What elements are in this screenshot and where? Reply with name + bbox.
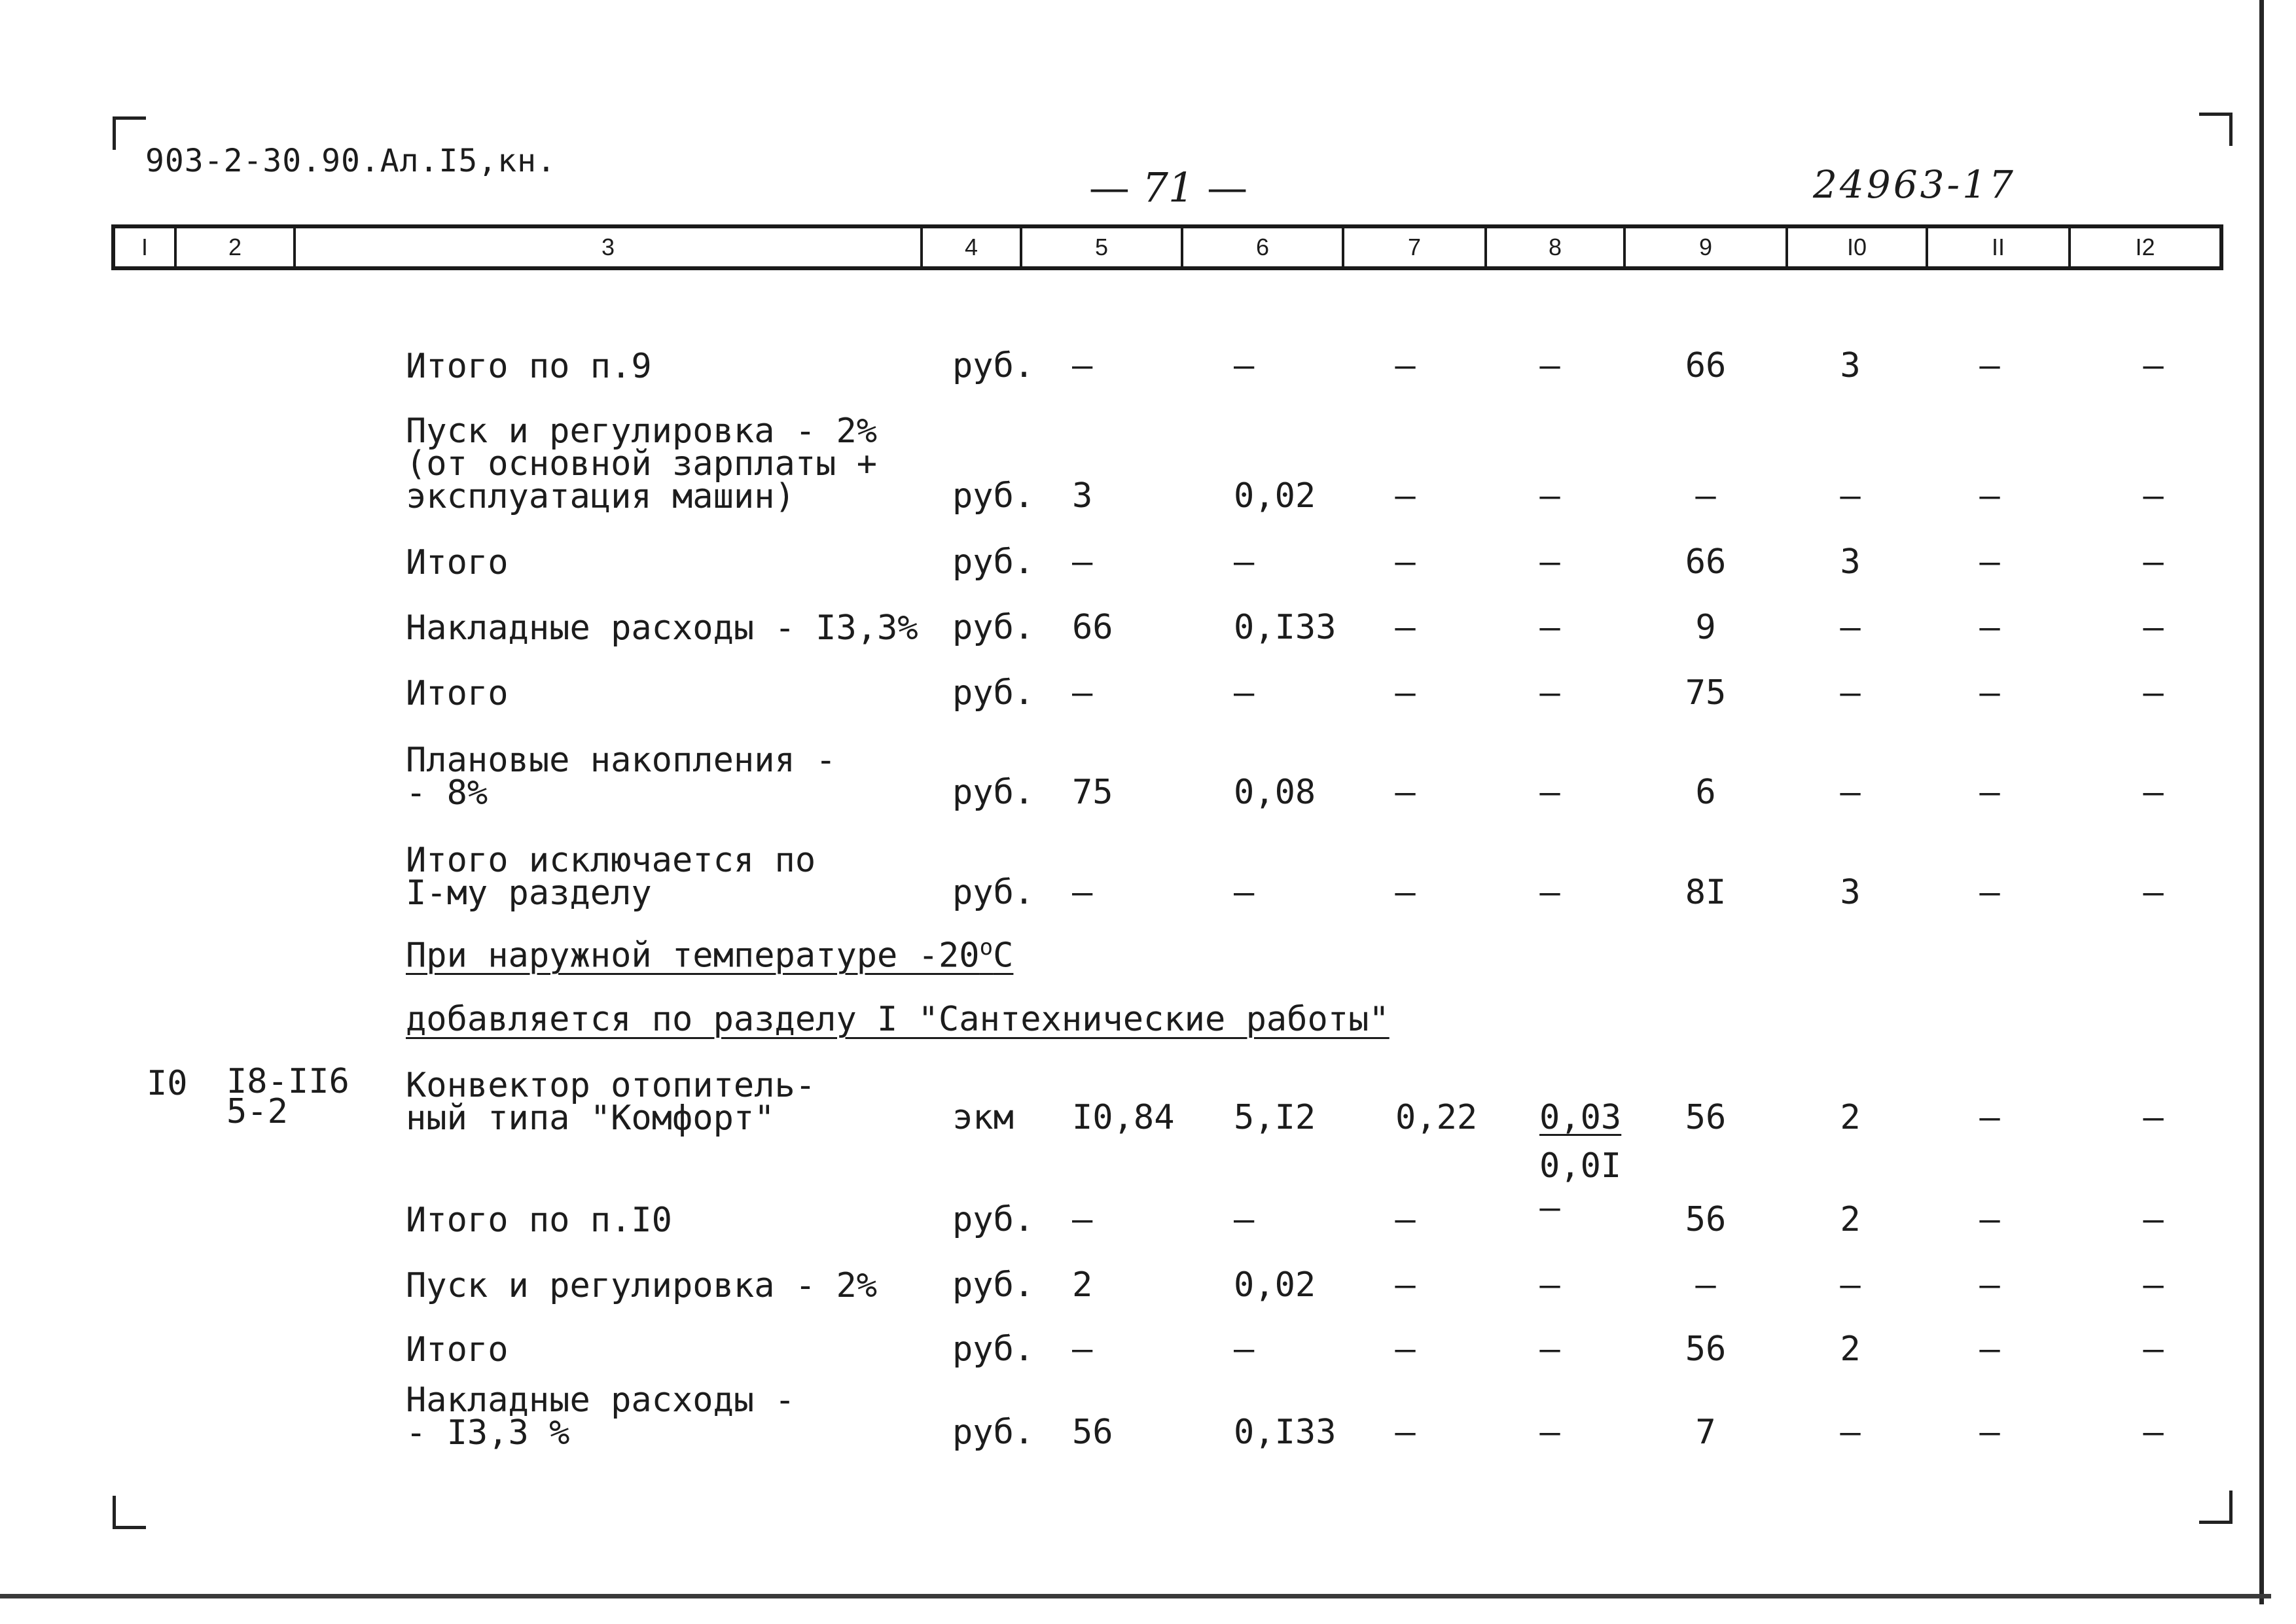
table-row	[0, 671, 2225, 713]
row-col6: –	[1234, 542, 1255, 582]
row-col10: 3	[1840, 542, 1861, 582]
row-description: Итого	[406, 543, 509, 582]
row-col6: 0,I33	[1234, 608, 1336, 647]
row-col8: –	[1539, 476, 1560, 516]
table-row	[0, 1263, 2225, 1305]
row-col11: –	[1979, 608, 2000, 647]
table-row	[0, 1062, 2225, 1186]
column-header-3: 3	[296, 228, 923, 266]
row-unit: руб.	[952, 476, 1035, 516]
row-col12: –	[2143, 476, 2164, 516]
row-col8: –	[1539, 1413, 1560, 1452]
row-col10: 2	[1840, 1098, 1861, 1137]
row-rate-code: I8-II6 5-2	[226, 1062, 350, 1131]
row-col11: –	[1979, 1330, 2000, 1369]
row-col5: –	[1072, 1200, 1093, 1239]
row-col10: –	[1840, 773, 1861, 812]
row-col7: –	[1395, 542, 1416, 582]
row-col9: 56	[1685, 1330, 1727, 1369]
column-header-8: 8	[1487, 228, 1626, 266]
row-col9: 75	[1685, 673, 1727, 713]
table-row	[0, 1377, 2225, 1453]
registration-number: 24963-17	[1813, 162, 2016, 207]
row-unit: руб.	[952, 346, 1035, 385]
row-col5: –	[1072, 1330, 1093, 1369]
row-col11: –	[1979, 1265, 2000, 1305]
row-unit: руб.	[952, 1265, 1035, 1305]
row-col9: 66	[1685, 542, 1727, 582]
corner-mark-bottom-left	[113, 1496, 146, 1529]
row-col10: –	[1840, 1265, 1861, 1305]
row-col6: –	[1234, 673, 1255, 713]
row-col7: –	[1395, 346, 1416, 385]
row-description: Итого	[406, 1330, 509, 1369]
row-description: Плановые накопления - - 8%	[406, 741, 836, 813]
row-col5: 2	[1072, 1265, 1093, 1305]
row-unit: руб.	[952, 873, 1035, 912]
row-col6: 0,02	[1234, 476, 1316, 516]
row-col6: –	[1234, 1200, 1255, 1239]
page-number-dash-left: —	[1088, 164, 1130, 211]
page-number	[1073, 164, 1263, 211]
row-col9: –	[1695, 476, 1716, 516]
row-col12: –	[2143, 542, 2164, 582]
column-header-1: I	[115, 228, 177, 266]
row-col8: –	[1539, 1330, 1560, 1369]
row-col10: 2	[1840, 1330, 1861, 1369]
row-unit: руб.	[952, 608, 1035, 647]
document-code: 903-2-30.90.Ал.I5,кн.	[145, 143, 556, 179]
section-heading-line-2: добавляется по разделу I "Сантехнические работы"	[406, 1000, 1390, 1039]
row-col6: –	[1234, 1330, 1255, 1369]
row-unit: экм	[952, 1098, 1014, 1137]
row-col12: –	[2143, 673, 2164, 713]
table-row	[0, 836, 2225, 913]
row-col10: 3	[1840, 346, 1861, 385]
table-row	[0, 406, 2225, 516]
row-col7: –	[1395, 1413, 1416, 1452]
row-col10: –	[1840, 1413, 1861, 1452]
row-col7: 0,22	[1395, 1098, 1478, 1137]
column-header-11: II	[1928, 228, 2071, 266]
row-description: Итого по п.9	[406, 347, 652, 386]
row-col6: –	[1234, 873, 1255, 912]
row-col11: –	[1979, 346, 2000, 385]
row-col11: –	[1979, 673, 2000, 713]
row-col12: –	[2143, 1265, 2164, 1305]
row-col11: –	[1979, 476, 2000, 516]
column-header-12: I2	[2135, 234, 2155, 260]
table-row	[0, 1327, 2225, 1369]
row-col6: 0,I33	[1234, 1413, 1336, 1452]
row-col8: –	[1539, 608, 1560, 647]
row-col5: –	[1072, 673, 1093, 713]
column-header-2: 2	[177, 228, 296, 266]
column-header-9: 9	[1626, 228, 1788, 266]
row-col7: –	[1395, 608, 1416, 647]
row-col11: –	[1979, 873, 2000, 912]
row-col12: –	[2143, 873, 2164, 912]
column-header-5: 5	[1022, 228, 1183, 266]
row-col8: –	[1539, 1265, 1560, 1305]
row-col5: 75	[1072, 773, 1113, 812]
row-col12: –	[2143, 346, 2164, 385]
row-col8: –	[1539, 542, 1560, 582]
row-col5: 66	[1072, 608, 1113, 647]
row-unit: руб.	[952, 1330, 1035, 1369]
row-col12: –	[2143, 1200, 2164, 1239]
row-description: Итого	[406, 674, 509, 713]
row-col11: –	[1979, 1413, 2000, 1452]
column-header-strip	[111, 224, 2223, 270]
row-col12: –	[2143, 608, 2164, 647]
table-row	[0, 736, 2225, 813]
row-col8: –	[1539, 673, 1560, 713]
row-col8-secondary: 0,0I	[1539, 1146, 1622, 1186]
page-number-value: 71	[1142, 164, 1194, 211]
column-header-7: 7	[1344, 228, 1487, 266]
table-row	[0, 1188, 2225, 1240]
column-header-4: 4	[923, 228, 1022, 266]
table-row	[0, 344, 2225, 386]
row-col9: 66	[1685, 346, 1727, 385]
row-col12: –	[2143, 1413, 2164, 1452]
section-heading-line-1	[406, 934, 1013, 975]
row-col11: –	[1979, 542, 2000, 582]
column-header-10: I0	[1788, 228, 1928, 266]
row-col10: –	[1840, 608, 1861, 647]
row-col8: –	[1539, 873, 1560, 912]
row-unit: руб.	[952, 1413, 1035, 1452]
row-unit: руб.	[952, 673, 1035, 713]
row-col5: –	[1072, 346, 1093, 385]
row-col9: 56	[1685, 1098, 1727, 1137]
row-col6: –	[1234, 346, 1255, 385]
row-unit: руб.	[952, 1200, 1035, 1239]
row-col7: –	[1395, 873, 1416, 912]
row-col5: 56	[1072, 1413, 1113, 1452]
table-row	[0, 540, 2225, 582]
row-col10: 3	[1840, 873, 1861, 912]
corner-mark-top-left	[113, 116, 146, 150]
row-description: Итого исключается по I-му разделу	[406, 841, 816, 913]
row-col5: –	[1072, 542, 1093, 582]
row-col10: 2	[1840, 1200, 1861, 1239]
page-number-dash-right: —	[1207, 164, 1248, 211]
row-unit: руб.	[952, 542, 1035, 582]
row-col5: –	[1072, 873, 1093, 912]
row-col11: –	[1979, 1200, 2000, 1239]
row-col9: 6	[1695, 773, 1716, 812]
row-description: Накладные расходы - - I3,3 %	[406, 1381, 795, 1453]
row-col8: –	[1539, 773, 1560, 812]
row-col6: 5,I2	[1234, 1098, 1316, 1137]
row-description: Пуск и регулировка - 2% (от основной зарплаты + эксплуатация машин)	[406, 412, 878, 516]
row-col7: –	[1395, 1200, 1416, 1239]
row-col7: –	[1395, 476, 1416, 516]
row-col7: –	[1395, 773, 1416, 812]
corner-mark-bottom-right	[2199, 1491, 2233, 1524]
row-col12: –	[2143, 773, 2164, 812]
row-col11: –	[1979, 1098, 2000, 1137]
row-col12: –	[2143, 1098, 2164, 1137]
row-col5: I0,84	[1072, 1098, 1175, 1137]
page-right-edge	[2259, 0, 2264, 1604]
row-col7: –	[1395, 1330, 1416, 1369]
page-bottom-rule	[0, 1594, 2271, 1598]
row-col9: 7	[1695, 1413, 1716, 1452]
row-col8: –	[1539, 346, 1560, 385]
row-col9: 56	[1685, 1200, 1727, 1239]
row-col9: 8I	[1685, 873, 1727, 912]
row-col9: –	[1695, 1265, 1716, 1305]
row-col8: –	[1539, 1188, 1560, 1227]
row-unit: руб.	[952, 773, 1035, 812]
row-description: Накладные расходы - I3,3%	[406, 609, 918, 648]
row-col10: –	[1840, 476, 1861, 516]
table-row	[0, 605, 2225, 648]
row-col6: 0,08	[1234, 773, 1316, 812]
row-description: Итого по п.I0	[406, 1201, 672, 1240]
row-col9: 9	[1695, 608, 1716, 647]
row-col11: –	[1979, 773, 2000, 812]
row-col6: 0,02	[1234, 1265, 1316, 1305]
degree-sign: о	[979, 934, 994, 961]
column-header-6: 6	[1183, 228, 1344, 266]
row-col12: –	[2143, 1330, 2164, 1369]
row-description: Конвектор отопитель- ный типа "Комфорт"	[406, 1066, 816, 1138]
row-description: Пуск и регулировка - 2%	[406, 1266, 878, 1305]
row-col10: –	[1840, 673, 1861, 713]
row-col7: –	[1395, 1265, 1416, 1305]
row-col8: 0,03	[1539, 1098, 1622, 1137]
degree-unit: С	[993, 936, 1014, 976]
section-heading-text: При наружной температуре -20	[406, 936, 980, 976]
row-col5: 3	[1072, 476, 1093, 516]
row-col7: –	[1395, 673, 1416, 713]
corner-mark-top-right	[2199, 113, 2233, 146]
row-item-number: I0	[147, 1064, 188, 1103]
